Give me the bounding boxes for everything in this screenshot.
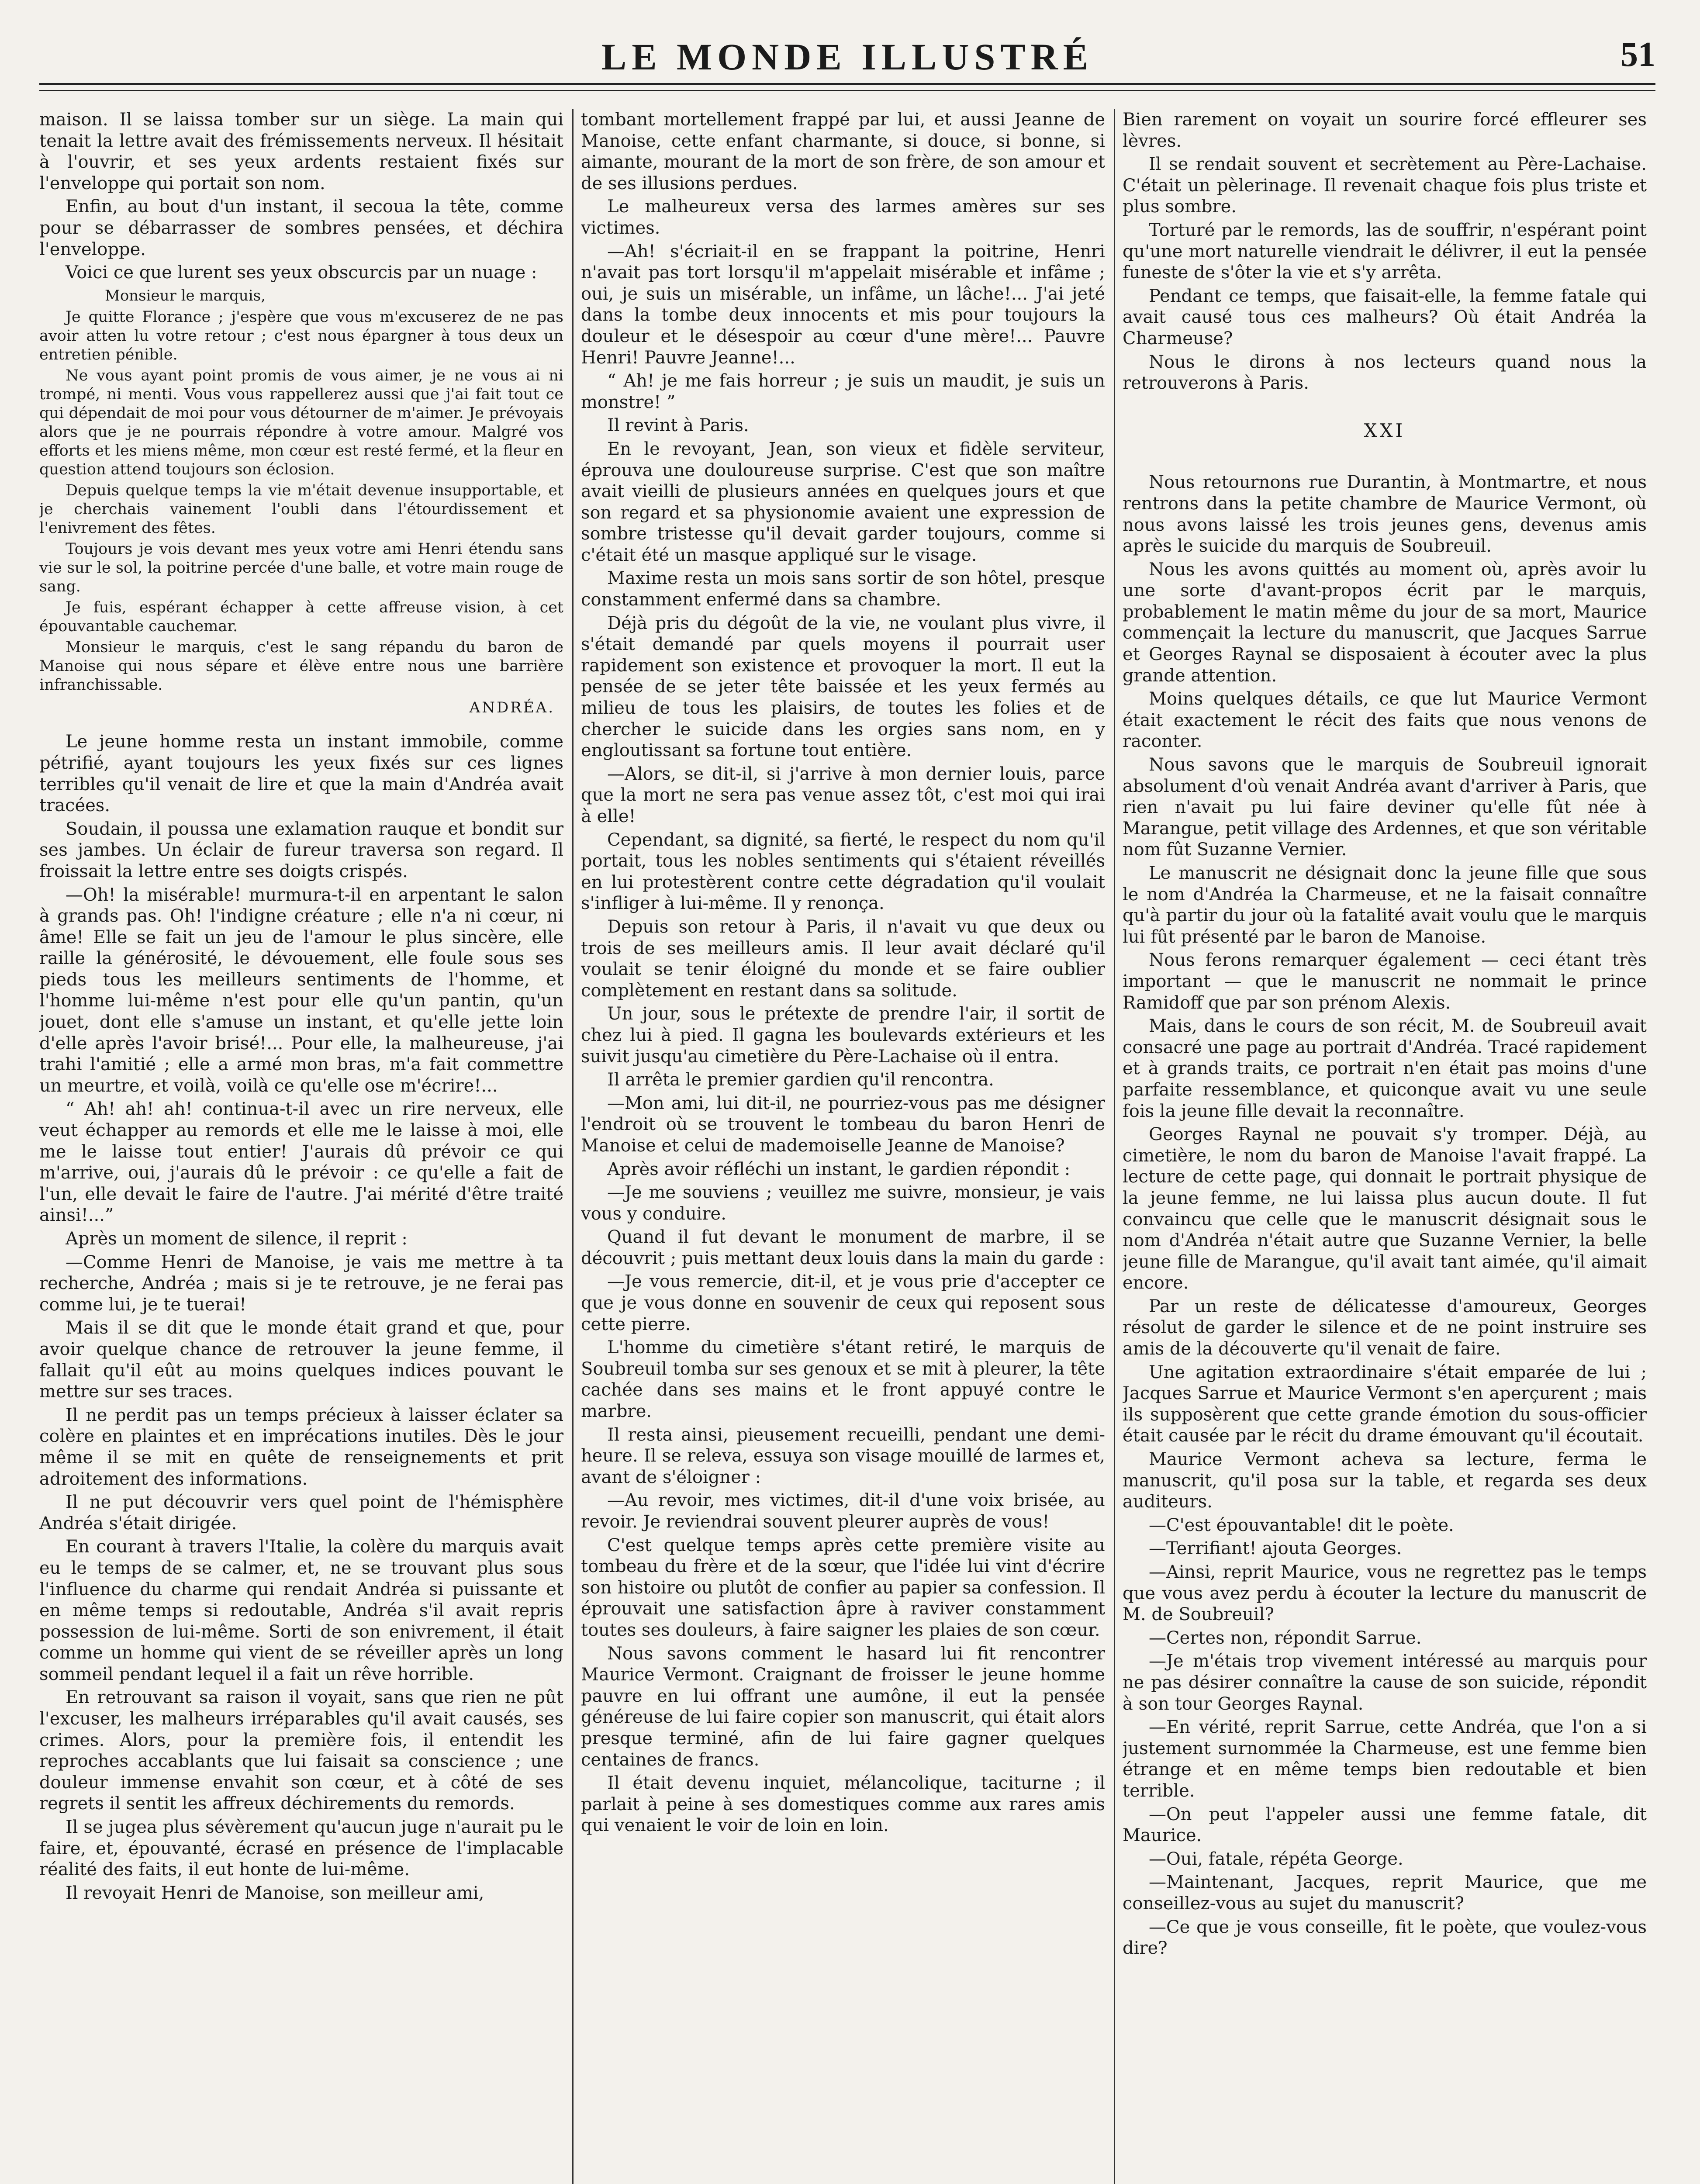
paragraph: Après avoir réfléchi un instant, le gardien répondit : <box>607 1159 1071 1179</box>
paragraph: Depuis son retour à Paris, il n'avait vu que deux ou trois de ses meilleurs amis. Il leur avait déclaré qu'il voulait se tenir éloigné du monde et se faire oublier complètement en restant dans sa solitude. <box>581 916 1105 1001</box>
paragraph: Nous retournons rue Durantin, à Montmartre, et nous rentrons dans la petite chambre de Maurice Vermont, où nous avons laissé les trois jeunes gens, devenus amis après le suicide du marquis de Soubreuil. <box>1123 472 1647 556</box>
paragraph: —Terrifiant! ajouta Georges. <box>1149 1538 1402 1559</box>
paragraph: —Je me souviens ; veuillez me suivre, monsieur, je vais vous y conduire. <box>581 1182 1105 1224</box>
paragraph: Maxime resta un mois sans sortir de son hôtel, presque constamment enfermé dans sa chambre. <box>581 568 1105 610</box>
paragraph: —En vérité, reprit Sarrue, cette Andréa, que l'on a si justement surnommée la Charmeuse, est une femme bien étrange et en même temps bien redoutable et bien terrible. <box>1123 1717 1647 1801</box>
paragraph: —Oui, fatale, répéta George. <box>1149 1849 1403 1869</box>
paragraph: Maurice Vermont acheva sa lecture, ferma le manuscrit, qu'il posa sur la table, et regarda ses deux auditeurs. <box>1123 1449 1647 1512</box>
column-2 <box>581 109 1105 2184</box>
letter-paragraph: Je quitte Florance ; j'espère que vous m'excuserez de ne pas avoir atten lu votre retour ; c'est nous épargner à tous deux un entretien pénible. <box>39 308 563 363</box>
letter-salutation: Monsieur le marquis, <box>105 287 266 304</box>
paragraph: Déjà pris du dégoût de la vie, ne voulant plus vivre, il s'était demandé par quels moyens il pourrait user rapidement son existence et provoquer la mort. Il eut la pensée de se jeter tête baissée et les yeux fermés au milieu de tous les plaisirs, de toutes les folies et de chercher le suicide dans les orgies sans nom, en y engloutissant sa fortune tout entière. <box>581 613 1105 761</box>
paragraph: L'homme du cimetière s'étant retiré, le marquis de Soubreuil tomba sur ses genoux et se mit à pleurer, la tête cachée dans ses mains et le front appuyé contre le marbre. <box>581 1337 1105 1422</box>
paragraph: Moins quelques détails, ce que lut Maurice Vermont était exactement le récit des faits que nous venons de raconter. <box>1123 689 1647 752</box>
paragraph: Nous les avons quittés au moment où, après avoir lu une sorte d'avant-propos écrit par le marquis, probablement le matin même du jour de sa mort, Maurice commençait la lecture du manuscrit, que Jacques Sarrue et Georges Raynal se disposaient à écouter avec la plus grande attention. <box>1123 559 1647 686</box>
paragraph: Soudain, il poussa une exlamation rauque et bondit sur ses jambes. Un éclair de fureur traversa son regard. Il froissait la lettre entre ses doigts crispés. <box>39 819 563 881</box>
column-divider <box>1114 109 1115 2184</box>
paragraph: Nous savons comment le hasard lui fit rencontrer Maurice Vermont. Craignant de froisser le jeune homme pauvre en lui offrant une aumône, il eut la pensée généreuse de lui faire copier son manuscrit, qui était alors presque terminé, afin de lui faire gagner quelques centaines de francs. <box>581 1643 1105 1770</box>
paragraph: Le jeune homme resta un instant immobile, comme pétrifié, ayant toujours les yeux fixés sur ces lignes terribles qu'il venait de lire et que la main d'Andréa avait tracées. <box>39 732 563 816</box>
paragraph: Nous ferons remarquer également — ceci étant très important — que le manuscrit ne nommait le prince Ramidoff que par son prénom Alexis. <box>1123 950 1647 1013</box>
paragraph: Quand il fut devant le monument de marbre, il se découvrit ; puis mettant deux louis dans la main du garde : <box>581 1227 1105 1268</box>
paragraph: Cependant, sa dignité, sa fierté, le respect du nom qu'il portait, tous les nobles sentiments qui s'étaient réveillés en lui protestèrent contre cette dégradation qu'il voulait s'infliger à lui-même. Il y renonça. <box>581 829 1105 914</box>
chapter-heading: XXI <box>1364 419 1406 441</box>
paragraph: Enfin, au bout d'un instant, il secoua la tête, comme pour se débarrasser de sombres pensées, et déchira l'enveloppe. <box>39 197 563 259</box>
paragraph: —Mon ami, lui dit-il, ne pourriez-vous pas me désigner l'endroit où se trouvent le tombeau du baron Henri de Manoise et celui de mademoiselle Jeanne de Manoise? <box>581 1093 1105 1156</box>
paragraph: Mais, dans le cours de son récit, M. de Soubreuil avait consacré une page au portrait d'Andréa. Tracé rapidement et à grands traits, ce portrait n'en était pas moins d'une parfaite ressemblance, et quiconque avait vu une seule fois la jeune fille devait la reconnaître. <box>1123 1016 1647 1121</box>
paragraph: Bien rarement on voyait un sourire forcé effleurer ses lèvres. <box>1123 110 1647 151</box>
paragraph: Nous le dirons à nos lecteurs quand nous la retrouverons à Paris. <box>1123 352 1647 394</box>
paragraph: —Au revoir, mes victimes, dit-il d'une voix brisée, au revoir. Je reviendrai souvent pleurer auprès de vous! <box>581 1490 1105 1532</box>
paragraph: Par un reste de délicatesse d'amoureux, Georges résolut de garder le silence et de ne point instruire ses amis de la découverte qu'il venait de faire. <box>1123 1296 1647 1359</box>
paragraph: tombant mortellement frappé par lui, et aussi Jeanne de Manoise, cette enfant charmante, si douce, si bonne, si aimante, mourant de la mort de son frère, de son amour et de ses illusions perdues. <box>581 110 1105 194</box>
paragraph: Après un moment de silence, il reprit : <box>66 1229 408 1249</box>
paragraph: Georges Raynal ne pouvait s'y tromper. Déjà, au cimetière, le nom du baron de Manoise l'avait frappé. La lecture de cette page, qui donnait le portrait physique de la jeune femme, ne lui laissa plus aucun doute. Il fut convaincu que celle que le manuscrit désignait sous le nom d'Andréa n'était autre que Suzanne Vernier, la belle jeune fille de Marangue, qu'il avait tant aimée, qu'il aimait encore. <box>1123 1124 1647 1293</box>
paragraph: —Oh! la misérable! murmura-t-il en arpentant le salon à grands pas. Oh! l'indigne créature ; elle n'a ni cœur, ni âme! Elle se fait un jeu de l'amour le plus sincère, elle raille la générosité, le dévouement, elle foule sous ses pieds tous les meilleurs sentiments de l'homme, et l'homme lui-même n'est pour elle qu'un pantin, qu'un jouet, dont elle s'amuse un instant, et qu'elle jette loin d'elle après l'avoir brisé!... Pour elle, la malheureuse, j'ai trahi l'amitié ; elle a armé mon bras, m'a fait commettre un meurtre, et voilà, voilà ce qu'elle ose m'écrire!... <box>39 885 563 1096</box>
page-number: 51 <box>1621 35 1655 74</box>
newspaper-title: LE MONDE ILLUSTRÉ <box>601 36 1094 78</box>
paragraph: Il ne perdit pas un temps précieux à laisser éclater sa colère en plaintes et en imprécations inutiles. Dès le jour même il se mit en quête de renseignements et prit adroitement des informations. <box>39 1405 563 1489</box>
paragraph: Il se rendait souvent et secrètement au Père-Lachaise. C'était un pèlerinage. Il revenait chaque fois plus triste et plus sombre. <box>1123 154 1647 217</box>
paragraph: Mais il se dit que le monde était grand et que, pour avoir quelque chance de retrouver la jeune femme, il fallait qu'il eût au moins quelques indices pouvant le mettre sur ses traces. <box>39 1318 563 1402</box>
column-1 <box>39 109 563 2184</box>
letter-paragraph: Toujours je vois devant mes yeux votre ami Henri étendu sans vie sur le sol, la poitrine percée d'une balle, et votre main rouge de sang. <box>39 540 563 595</box>
paragraph: Pendant ce temps, que faisait-elle, la femme fatale qui avait causé tous ces malheurs? Où était Andréa la Charmeuse? <box>1123 286 1647 349</box>
paragraph: —Certes non, répondit Sarrue. <box>1149 1628 1422 1648</box>
paragraph: Voici ce que lurent ses yeux obscurcis par un nuage : <box>66 263 537 283</box>
letter-signature: ANDRÉA. <box>469 698 555 716</box>
letter-paragraph: Je fuis, espérant échapper à cette affreuse vision, à cet épouvantable cauchemar. <box>39 598 563 635</box>
paragraph: —Je vous remercie, dit-il, et je vous prie d'accepter ce que je vous donne en souvenir de ceux qui reposent sous cette pierre. <box>581 1272 1105 1334</box>
paragraph: Un jour, sous le prétexte de prendre l'air, il sortit de chez lui à pied. Il gagna les boulevards extérieurs et les suivit jusqu'au cimetière du Père-Lachaise où il entra. <box>581 1004 1105 1067</box>
letter-paragraph: Monsieur le marquis, c'est le sang répandu du baron de Manoise qui nous sépare et élève entre nous une barrière infranchissable. <box>39 638 563 694</box>
paragraph: —C'est épouvantable! dit le poète. <box>1149 1515 1454 1535</box>
paragraph: Il resta ainsi, pieusement recueilli, pendant une demi-heure. Il se releva, essuya son visage mouillé de larmes et, avant de s'éloigner : <box>581 1424 1105 1487</box>
paragraph: —Ah! s'écriait-il en se frappant la poitrine, Henri n'avait pas tort lorsqu'il m'appelait misérable et infâme ; oui, je suis un misérable, un infâme, un lâche!... J'ai jeté dans la tombe deux innocents et mis pour toujours la douleur et le désespoir au cœur d'une mère!... Pauvre Henri! Pauvre Jeanne!... <box>581 241 1105 368</box>
column-3 <box>1123 109 1647 2184</box>
letter-paragraph: Depuis quelque temps la vie m'était devenue insupportable, et je cherchais vainement l'oubli dans l'étourdissement et l'enivrement des fêtes. <box>39 481 563 537</box>
paragraph: —Je m'étais trop vivement intéressé au marquis pour ne pas désirer connaître la cause de son suicide, répondit à son tour Georges Raynal. <box>1123 1651 1647 1714</box>
page-header <box>39 17 1655 105</box>
paragraph: Il était devenu inquiet, mélancolique, taciturne ; il parlait à peine à ses domestiques comme aux rares amis qui venaient le voir de loin en loin. <box>581 1773 1105 1836</box>
paragraph: Le malheureux versa des larmes amères sur ses victimes. <box>581 197 1105 238</box>
paragraph: Il revoyait Henri de Manoise, son meilleur ami, <box>66 1883 484 1903</box>
paragraph: En courant à travers l'Italie, la colère du marquis avait eu le temps de se calmer, et, ne se trouvant plus sous l'influence du charme qui rendait Andréa si puissante et en même temps si redoutable, Andréa s'il avait repris possession de lui-même. Sorti de son enivrement, il était comme un homme qui vient de se réveiller après un long sommeil pendant lequel il a fait un rêve horrible. <box>39 1537 563 1684</box>
paragraph: En le revoyant, Jean, son vieux et fidèle serviteur, éprouva une douloureuse surprise. C'est que son maître avait vieilli de plusieurs années en quelques jours et que son regard et sa physionomie avaient une expression de sombre tristesse qu'il devait garder toujours, comme si c'était été un masque appliqué sur le visage. <box>581 439 1105 565</box>
paragraph: —Alors, se dit-il, si j'arrive à mon dernier louis, parce que la mort ne sera pas venue assez tôt, c'est moi qui irai à elle! <box>581 764 1105 826</box>
paragraph: —On peut l'appeler aussi une femme fatale, dit Maurice. <box>1123 1804 1647 1846</box>
paragraph: Il revint à Paris. <box>607 415 749 436</box>
paragraph: En retrouvant sa raison il voyait, sans que rien ne pût l'excuser, les malheurs irréparables qu'il avait causés, ses crimes. Alors, pour la première fois, il entendit les reproches accablants que lui faisait sa conscience ; une douleur immense envahit son cœur, et à côté de ses regrets il sentit les affreux déchirements du remords. <box>39 1687 563 1814</box>
paragraph: “ Ah! je me fais horreur ; je suis un maudit, je suis un monstre! ” <box>581 371 1105 412</box>
paragraph: —Ainsi, reprit Maurice, vous ne regrettez pas le temps que vous avez perdu à écouter la lecture du manuscrit de M. de Soubreuil? <box>1123 1562 1647 1625</box>
header-rule-thin <box>39 90 1655 91</box>
letter-paragraph: Ne vous ayant point promis de vous aimer, je ne vous ai ni trompé, ni menti. Vous vous rappellerez aussi que j'ai fait tout ce qui dépendait de moi pour vous détourner de m'aimer. Je prévoyais alors que je ne pourrais répondre à votre amour. Malgré vos efforts et les miens même, mon cœur est resté fermé, et la fleur en question attend toujours son éclosion. <box>39 366 563 478</box>
paragraph: —Comme Henri de Manoise, je vais me mettre à ta recherche, Andréa ; mais si je te retrouve, je ne ferai pas comme lui, je te tuerai! <box>39 1252 563 1315</box>
paragraph: Le manuscrit ne désignait donc la jeune fille que sous le nom d'Andréa la Charmeuse, et ne la faisait connaître qu'à partir du jour où la fatalité avait voulu que le marquis lui fût présenté par le baron de Manoise. <box>1123 863 1647 947</box>
paragraph: Une agitation extraordinaire s'était emparée de lui ; Jacques Sarrue et Maurice Vermont s'en aperçurent ; mais ils supposèrent que cette grande émotion du sous-officier était causée par le récit du drame émouvant qu'il écoutait. <box>1123 1362 1647 1446</box>
paragraph: —Ce que je vous conseille, fit le poète, que voulez-vous dire? <box>1123 1917 1647 1959</box>
paragraph: Il se jugea plus sévèrement qu'aucun juge n'aurait pu le faire, et, épouvanté, écrasé en présence de l'implacable réalité des faits, il eut honte de lui-même. <box>39 1817 563 1880</box>
paragraph: —Maintenant, Jacques, reprit Maurice, que me conseillez-vous au sujet du manuscrit? <box>1123 1872 1647 1914</box>
column-divider <box>572 109 574 2184</box>
paragraph: “ Ah! ah! ah! continua-t-il avec un rire nerveux, elle veut échapper au remords et elle me le laisse à moi, elle me le laisse tout entier! J'aurais dû prévoir ce qui m'arrive, oui, j'aurais dû le prévoir : ce qu'elle a fait de l'un, elle devait le faire de l'autre. J'ai mérité d'être traité ainsi!...” <box>39 1099 563 1226</box>
paragraph: Torturé par le remords, las de souffrir, n'espérant point qu'une mort naturelle viendrait le délivrer, il eut la pensée funeste de s'ôter la vie et s'y arrêta. <box>1123 220 1647 283</box>
header-rule <box>39 83 1655 85</box>
paragraph: maison. Il se laissa tomber sur un siège. La main qui tenait la lettre avait des frémissements nerveux. Il hésitait à l'ouvrir, et ses yeux ardents restaient fixés sur l'enveloppe qui portait son nom. <box>39 110 563 194</box>
paragraph: C'est quelque temps après cette première visite au tombeau du frère et de la sœur, que l'idée lui vint d'écrire son histoire ou plutôt de confier au papier sa confession. Il éprouvait une satisfaction âpre à raviver constamment toutes ses douleurs, à faire saigner les plaies de son cœur. <box>581 1535 1105 1640</box>
paragraph: Nous savons que le marquis de Soubreuil ignorait absolument d'où venait Andréa avant d'arriver à Paris, que rien n'avait pu lui faire deviner qu'elle fût née à Marangue, petit village des Ardennes, et que son véritable nom fût Suzanne Vernier. <box>1123 755 1647 860</box>
paragraph: Il arrêta le premier gardien qu'il rencontra. <box>607 1070 994 1090</box>
paragraph: Il ne put découvrir vers quel point de l'hémisphère Andréa s'était dirigée. <box>39 1492 563 1534</box>
letter <box>39 286 563 719</box>
